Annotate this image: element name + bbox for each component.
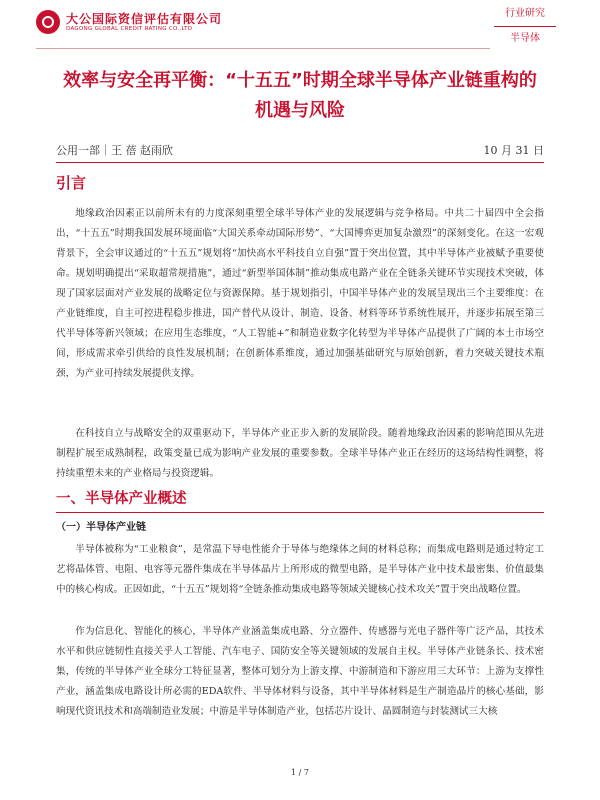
document-title: 效率与安全再平衡：“十五五”时期全球半导体产业链重构的机遇与风险 (63, 70, 537, 121)
report-category: 行业研究 (505, 8, 545, 19)
meta-rule (56, 162, 544, 163)
subsection-heading-1: （一）半导体产业链 (56, 522, 146, 533)
category-divider (494, 26, 556, 27)
report-subcategory: 半导体 (510, 33, 540, 44)
section-rule (56, 512, 544, 513)
body-paragraph-1: 半导体被称为“工业粮食”，是常温下导电性能介于导体与绝缘体之间的材料总称；而集成电路则是通过特定工艺将晶体管、电阻、电容等元器件集成在半导体晶片上所形成的微型电路，是半导体产业中技术最密集、价值最集中的核心构成。正因如此，“十五五”规划将“全链条推动集成电路等领域关键核心技术攻关”置于突出战略位置。 (56, 544, 544, 595)
report-category-box (494, 6, 556, 47)
section-heading-1: 一、半导体产业概述 (56, 491, 187, 507)
intro-paragraph-2: 在科技自立与战略安全的双重驱动下，半导体产业正步入新的发展阶段。随着地缘政治因素的影响范围从先进制程扩展至成熟制程，政策变量已成为影响产业发展的重要参数。全球半导体产业正在经历的这场结构性调整，将持续重塑未来的产业格局与投资逻辑。 (56, 428, 544, 479)
logo-english-name: DAGONG GLOBAL CREDIT RATING CO.,LTD (66, 25, 193, 32)
publish-date: 10 月 31 日 (483, 144, 544, 157)
company-logo (36, 10, 222, 34)
body-paragraph-2: 作为信息化、智能化的核心，半导体产业涵盖集成电路、分立器件、传感器与光电子器件等广泛产品，其技术水平和供应链韧性直接关乎人工智能、汽车电子、国防安全等关键领域的发展自主权。半导体产业链条长、技术密集，传统的半导体产业全球分工特征显著，整体可划分为上游支撑、中游制造和下游应用三大环节：上游为支撑性产业，涵盖集成电路设计所必需的EDA软件、半导体材料与设备，其中半导体材料是生产制造晶片的核心基础，影响现代资讯技术和高端制造业发展；中游是半导体制造产业，包括芯片设计、晶圆制造与封装测试三大核 (56, 626, 544, 717)
intro-paragraph-1: 地缘政治因素正以前所未有的力度深刻重塑全球半导体产业的发展逻辑与竞争格局。中共二十届四中全会指出，“十五五”时期我国发展环境面临“大国关系牵动国际形势”、“大国博弈更加复杂激烈”的深刻变化。在这一宏观背景下，全会审议通过的“十五五”规划将“加快高水平科技自立自强”置于突出位置，其中半导体产业被赋予重要使命。规划明确提出“采取超常规措施”，通过“新型举国体制”推动集成电路产业在全链条关键环节实现技术突破，体现了国家层面对产业发展的战略定位与资源保障。基于规划指引，中国半导体产业的发展呈现出三个主要维度：在产业链维度，自主可控进程稳步推进，国产替代从设计、制造、设备、材料等环节系统性展开，并逐步拓展至第三代半导体等新兴领域；在应用生态维度，“人工智能+”和制造业数字化转型为半导体产品提供了广阔的本土市场空间，形成需求牵引供给的良性发展机制；在创新体系维度，通过加强基础研究与原始创新，着力突破关键技术瓶颈，为产业可持续发展提供支撑。 (56, 208, 544, 379)
document-meta (56, 142, 544, 158)
header-rule (36, 48, 490, 49)
authors: 公用一部｜王 蓓 赵雨欣 (56, 144, 173, 157)
intro-heading: 引言 (56, 174, 87, 192)
page-header (0, 0, 600, 52)
page-number: 1 / 7 (291, 768, 309, 777)
logo-chinese-name: 大公国际资信评估有限公司 (66, 11, 223, 26)
logo-emblem-icon (36, 10, 60, 34)
